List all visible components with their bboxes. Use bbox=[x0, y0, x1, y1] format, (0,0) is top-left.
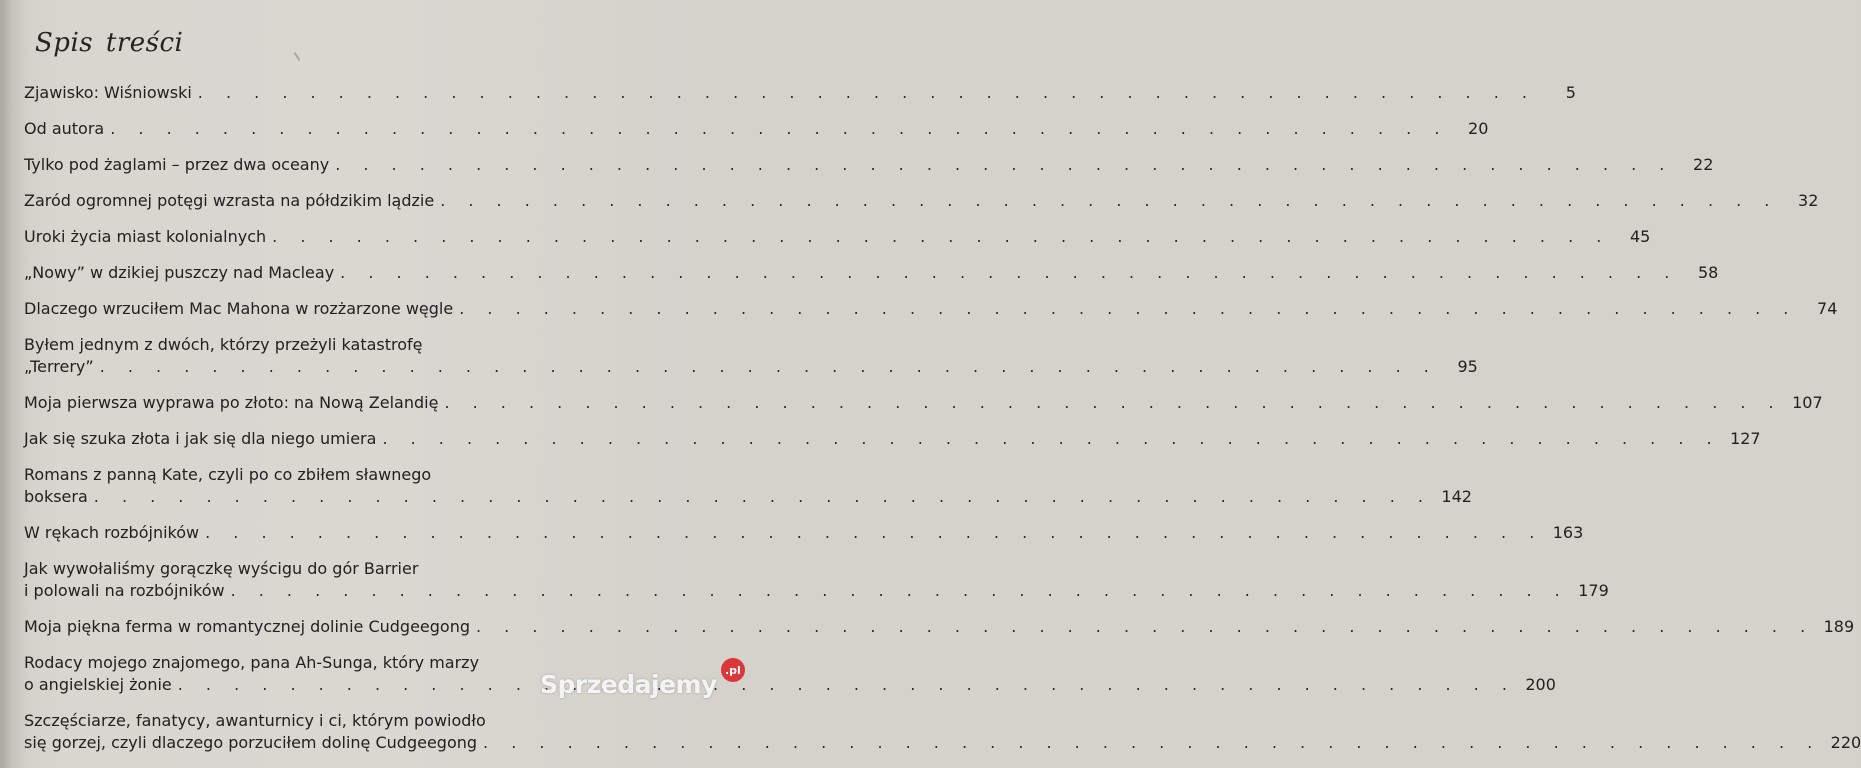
dot-leader bbox=[459, 298, 1797, 320]
toc-entry bbox=[24, 334, 1478, 378]
toc-page-number: 5 bbox=[1565, 83, 1576, 102]
toc-entry-title: Zaród ogromnej potęgi wzrasta na półdzikim lądzie bbox=[24, 191, 435, 210]
dot-leader bbox=[272, 226, 1610, 248]
toc-page-number: 20 bbox=[1468, 119, 1489, 138]
dot-leader bbox=[382, 428, 1720, 450]
watermark bbox=[540, 663, 741, 699]
dot-leader bbox=[231, 580, 1569, 602]
toc-entry bbox=[24, 82, 1576, 104]
toc-entry-title: „Nowy” w dzikiej puszczy nad Macleay bbox=[24, 263, 335, 282]
toc-entry-title-line1: Rodacy mojego znajomego, pana Ah-Sunga, który marzy bbox=[24, 653, 480, 672]
toc-entry bbox=[24, 464, 1472, 508]
dot-leader bbox=[205, 522, 1543, 544]
toc-entry-title: Od autora bbox=[24, 119, 105, 138]
toc-entry-title: Uroki życia miast kolonialnych bbox=[24, 227, 267, 246]
toc-entry bbox=[24, 558, 1609, 602]
toc-page-number: 142 bbox=[1441, 487, 1472, 506]
paper-scratch bbox=[294, 52, 301, 61]
toc-page-number: 220 bbox=[1830, 733, 1861, 752]
toc-entry bbox=[24, 298, 1838, 320]
dot-leader bbox=[444, 392, 1782, 414]
toc-entry-title-line1: Jak wywołaliśmy gorączkę wyścigu do gór Barrier bbox=[24, 559, 419, 578]
toc-entry-title: Moja piękna ferma w romantycznej dolinie Cudgeegong bbox=[24, 617, 470, 636]
toc-page-number: 32 bbox=[1798, 191, 1819, 210]
toc-entry-title-line2: i polowali na rozbójników bbox=[24, 581, 225, 600]
toc-entry-title-line1: Byłem jednym z dwóch, którzy przeżyli katastrofę bbox=[24, 335, 423, 354]
toc-page-number: 163 bbox=[1552, 523, 1584, 542]
toc-page-number: 107 bbox=[1792, 393, 1823, 412]
toc-entry-title-line2: o angielskiej żonie bbox=[24, 675, 172, 694]
watermark-badge: .pl bbox=[721, 658, 745, 682]
dot-leader bbox=[340, 262, 1678, 284]
toc-entry-title: Moja pierwsza wyprawa po złoto: na Nową Zelandię bbox=[24, 393, 439, 412]
toc-entry bbox=[24, 392, 1823, 414]
toc-entry-title-line2: boksera bbox=[24, 487, 88, 506]
toc-page-number: 45 bbox=[1629, 227, 1651, 246]
toc-page-number: 22 bbox=[1693, 155, 1714, 174]
toc-entry bbox=[24, 226, 1651, 248]
toc-entry bbox=[24, 428, 1761, 450]
toc-entry bbox=[24, 118, 1489, 140]
toc-entry-title: Dlaczego wrzuciłem Mac Mahona w rozżarzone węgle bbox=[24, 299, 454, 318]
toc-entry-title-line1: Szczęściarze, fanatycy, awanturnicy i ci, którym powiodło bbox=[24, 711, 486, 730]
toc-page-number: 179 bbox=[1578, 581, 1609, 600]
toc-entry bbox=[24, 190, 1819, 212]
toc-entry bbox=[24, 616, 1855, 638]
toc-page-number: 200 bbox=[1525, 675, 1556, 694]
dot-leader bbox=[94, 486, 1432, 508]
toc-entry bbox=[24, 710, 1861, 754]
toc-page-number: 74 bbox=[1817, 299, 1838, 318]
toc-entry-title: Tylko pod żaglami – przez dwa oceany bbox=[24, 155, 330, 174]
dot-leader bbox=[198, 82, 1536, 104]
toc-page-number: 127 bbox=[1730, 429, 1761, 448]
dot-leader bbox=[110, 118, 1448, 140]
dot-leader bbox=[440, 190, 1778, 212]
dot-leader bbox=[476, 616, 1814, 638]
dot-leader bbox=[178, 674, 1516, 696]
watermark-text: Sprzedajemy bbox=[540, 670, 717, 699]
toc-entry-title-line1: Romans z panną Kate, czyli po co zbiłem sławnego bbox=[24, 465, 432, 484]
toc-entry-title: W rękach rozbójników bbox=[24, 523, 200, 542]
toc-entry-title-line2: się gorzej, czyli dlaczego porzuciłem dolinę Cudgeegong bbox=[24, 733, 478, 752]
toc-entry bbox=[24, 154, 1714, 176]
toc-entry bbox=[24, 262, 1719, 284]
toc-entry bbox=[24, 522, 1584, 544]
toc-entry-title: Jak się szuka złota i jak się dla niego umiera bbox=[24, 429, 377, 448]
toc-page-number: 95 bbox=[1457, 357, 1478, 376]
toc-entry-title-line2: „Terrery” bbox=[24, 357, 94, 376]
toc-page-number: 58 bbox=[1697, 263, 1719, 282]
toc-entry-title: Zjawisko: Wiśniowski bbox=[24, 83, 192, 102]
dot-leader bbox=[100, 356, 1438, 378]
page-title: Spis treści bbox=[35, 28, 184, 58]
dot-leader bbox=[483, 732, 1821, 754]
toc-page-number: 189 bbox=[1823, 617, 1855, 636]
dot-leader bbox=[335, 154, 1673, 176]
